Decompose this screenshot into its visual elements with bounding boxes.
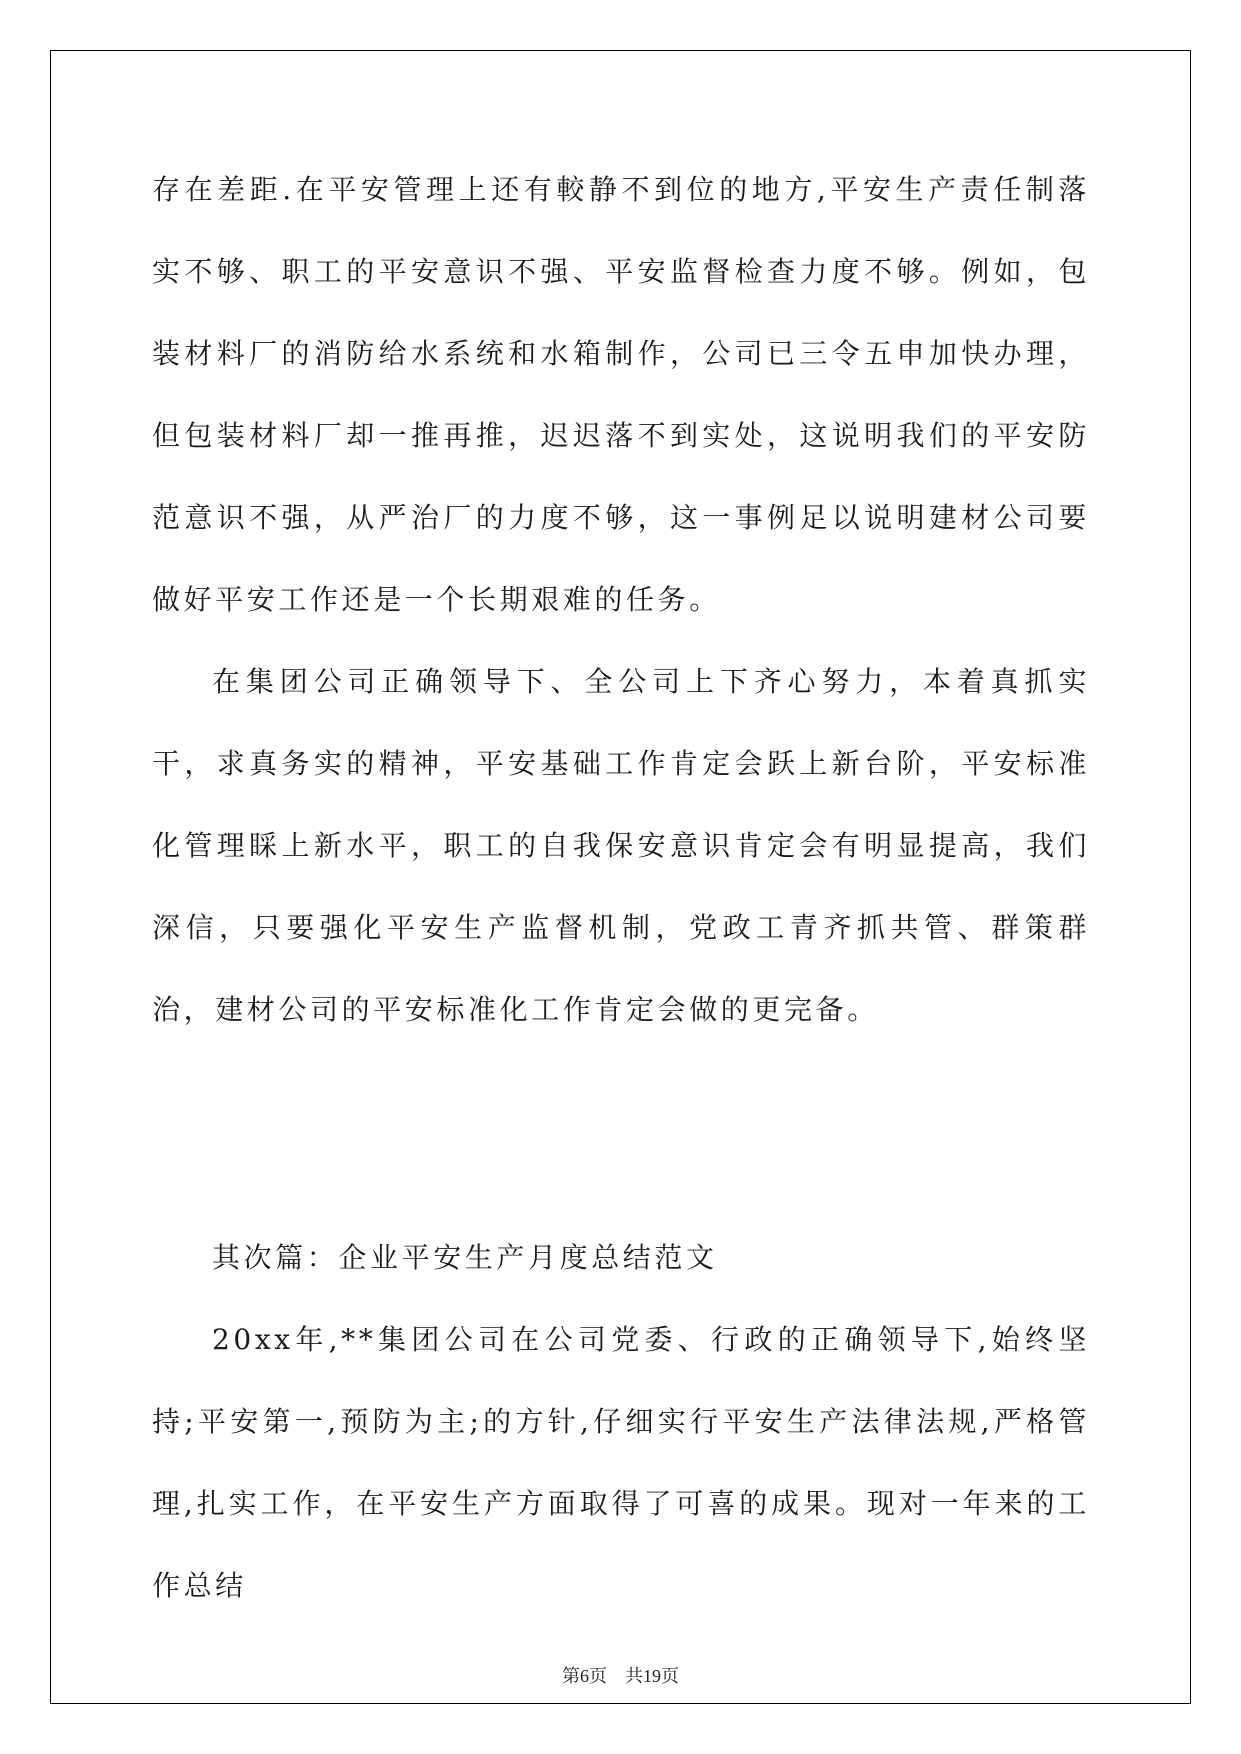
- page-footer: [0, 1662, 1241, 1688]
- body-paragraph: 在集团公司正确领导下、全公司上下齐心努力，本着真抓实干，求真务实的精神，平安基础工作肯定会跃上新台阶，平安标准化管理睬上新水平，职工的自我保安意识肯定会有明显提高，我们深信，只要强化平安生产监督机制，党政工青齐抓共管、群策群治，建材公司的平安标准化工作肯定会做的更完备。: [152, 665, 1090, 1026]
- body-paragraph: 20xx年,**集团公司在公司党委、行政的正确领导下,始终坚持;平安第一,预防为主;的方针,仔细实行平安生产法律法规,严格管理,扎实工作，在平安生产方面取得了可喜的成果。现对一年来的工作总结: [152, 1323, 1090, 1602]
- page-total: 共19页: [625, 1666, 679, 1686]
- section-title: 其次篇：企业平安生产月度总结范文: [212, 1241, 718, 1274]
- body-paragraph: 存在差距.在平安管理上还有較静不到位的地方,平安生产责任制落实不够、职工的平安意识不强、平安监督检查力度不够。例如，包装材料厂的消防给水系统和水箱制作，公司已三令五申加快办理，但包装材料厂却一推再推，迟迟落不到实处，这说明我们的平安防范意识不强，从严治厂的力度不够，这一事例足以说明建材公司要做好平安工作还是一个长期艰难的任务。: [152, 173, 1090, 616]
- page-number: 第6页: [562, 1666, 607, 1686]
